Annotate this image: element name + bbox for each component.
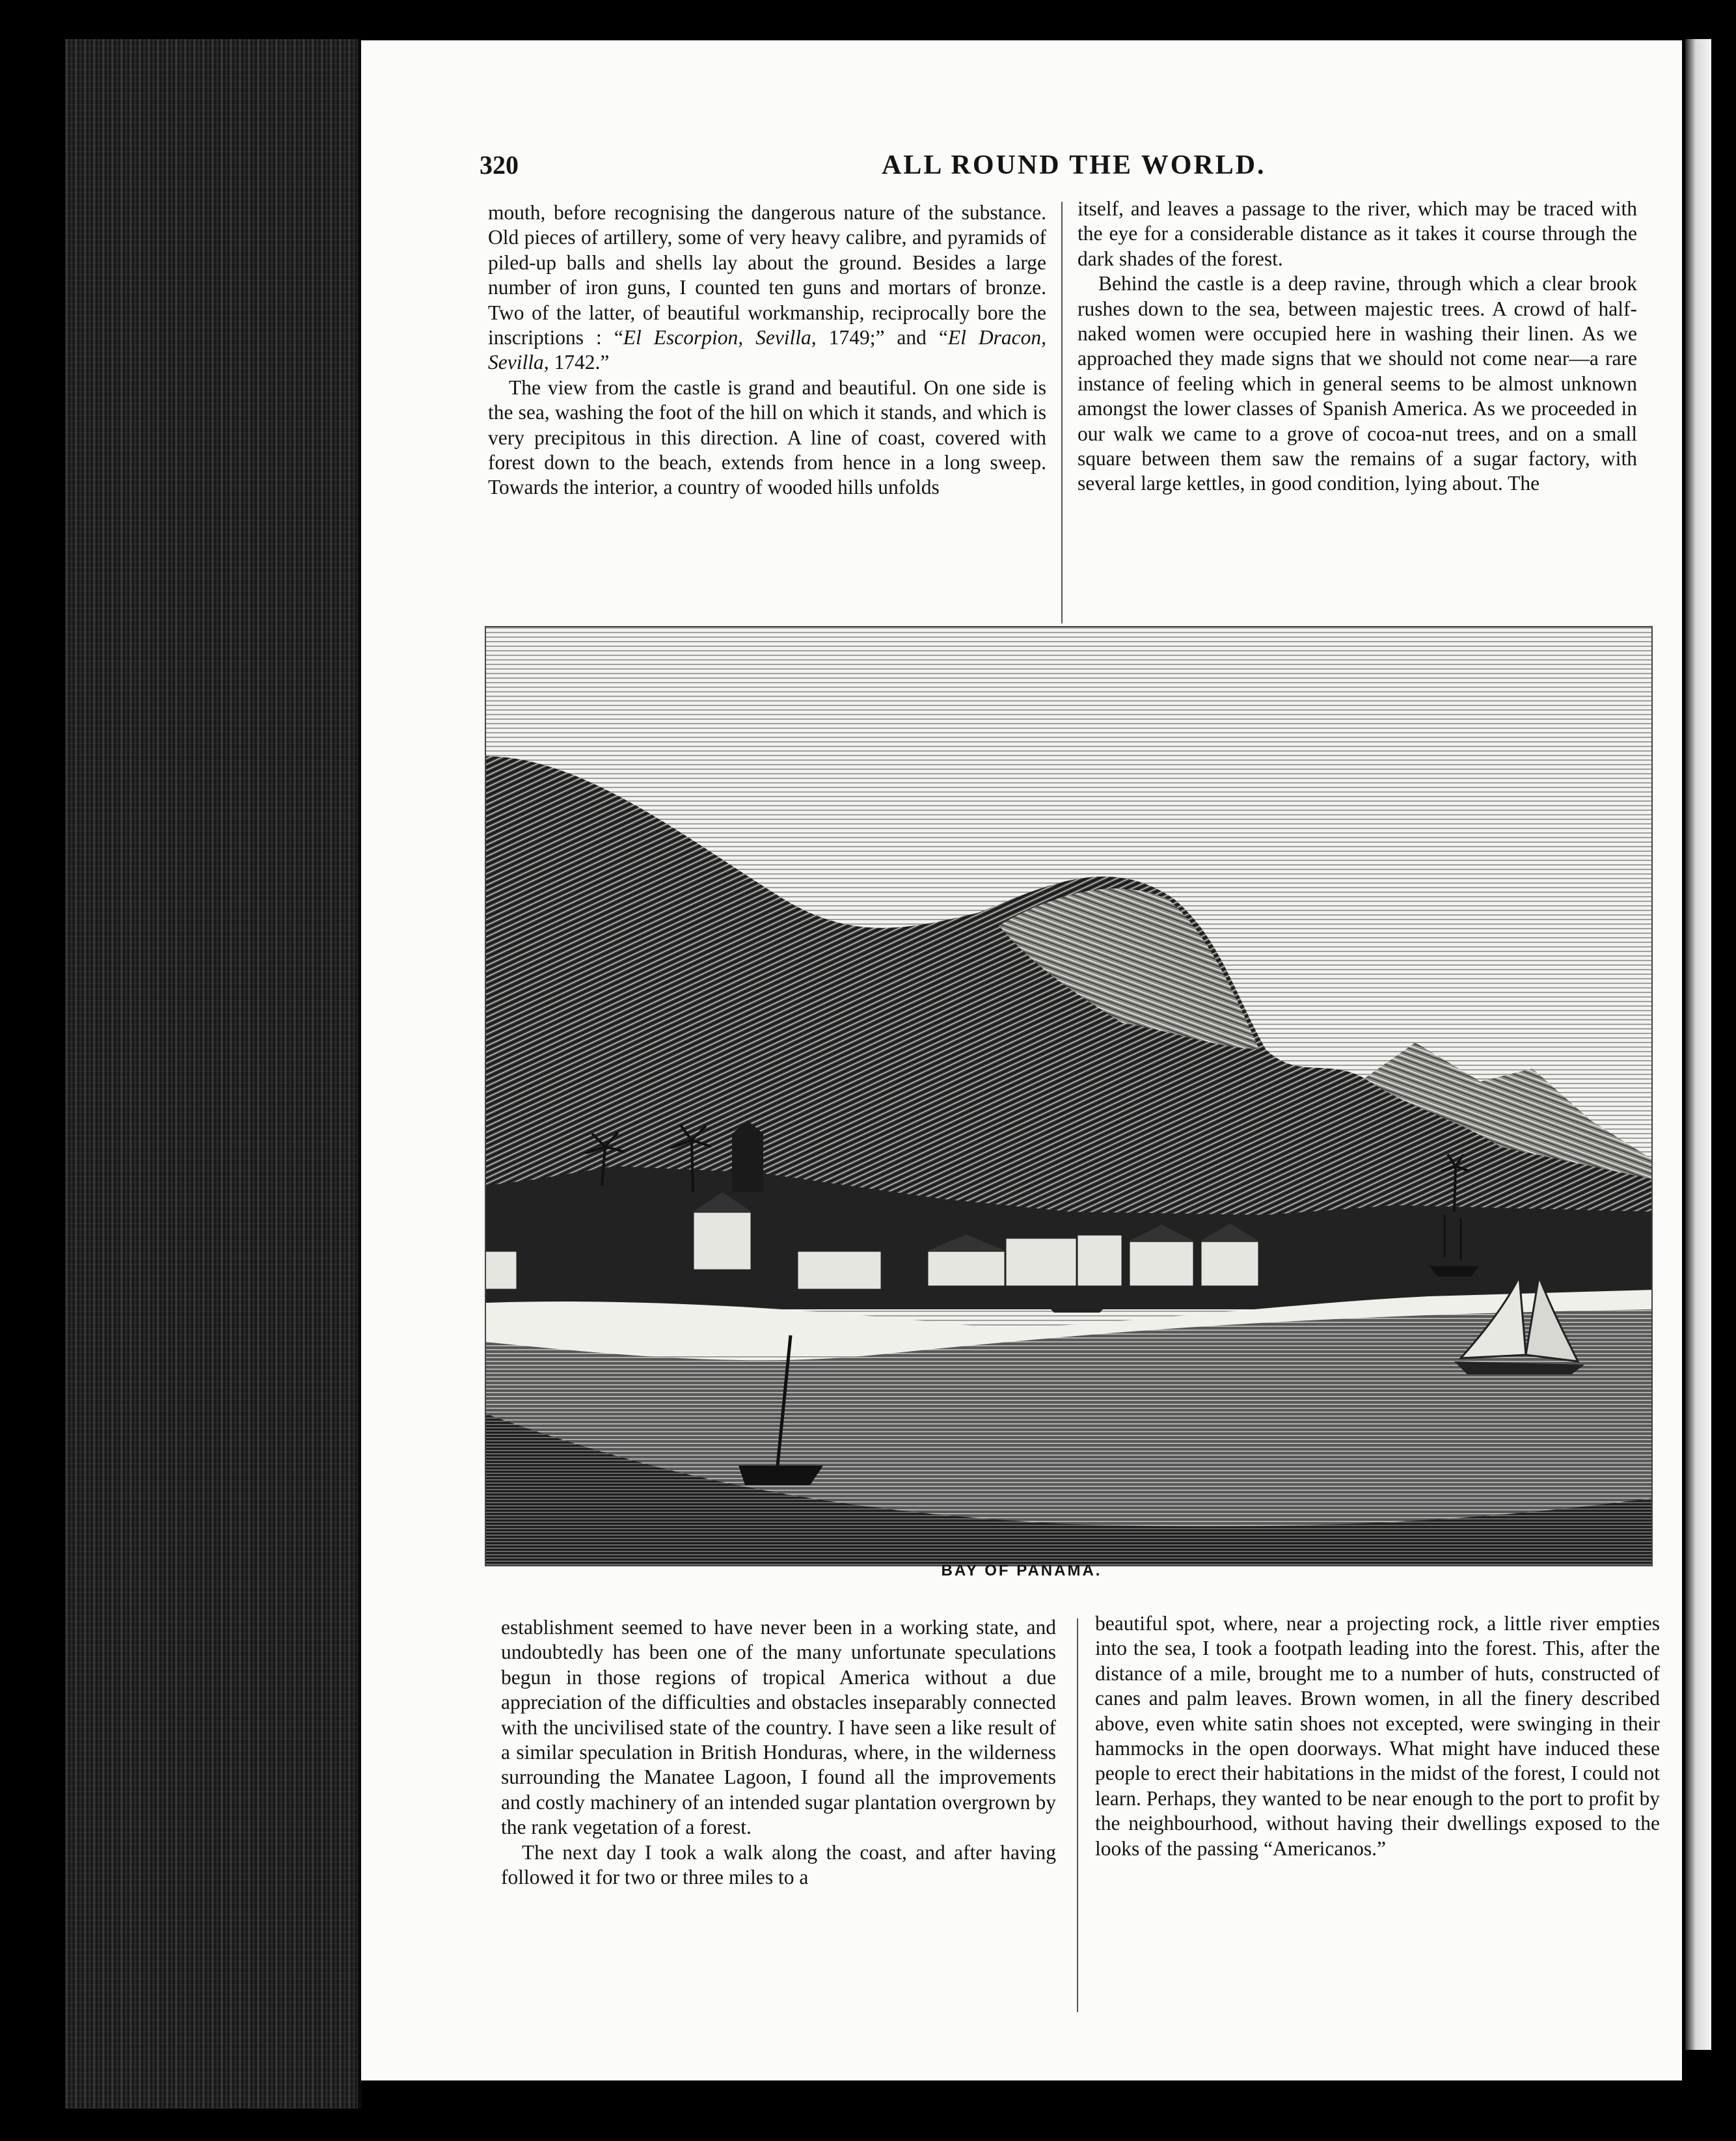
figure-caption: BAY OF PANAMA. bbox=[941, 1562, 1102, 1579]
paragraph: mouth, before recognising the dangerous nature of the substance. Old pieces of artillery, some of very heavy calibre, and pyramids of piled-up balls and shells lay about the ground. Besides a large number of iron guns, I counted ten guns and mortars of bronze. Two of the latter, of beautiful workmanship, reciprocally bore the inscriptions : “El Escorpion, Sevilla, 1749;” and “El Dracon, Sevilla, 1742.” bbox=[488, 201, 1046, 374]
book-page bbox=[361, 40, 1682, 2080]
bottom-left-column bbox=[501, 1615, 1056, 1890]
running-head bbox=[361, 150, 1682, 189]
top-left-column bbox=[488, 200, 1046, 500]
column-rule bbox=[1061, 202, 1063, 623]
engraving-bay-of-panama bbox=[485, 626, 1653, 1566]
top-right-column bbox=[1078, 197, 1637, 497]
running-title: ALL ROUND THE WORLD. bbox=[882, 150, 1266, 180]
bottom-right-column bbox=[1095, 1611, 1660, 1861]
page-number: 320 bbox=[480, 150, 519, 180]
column-rule bbox=[1077, 1618, 1078, 2012]
paragraph: itself, and leaves a passage to the river, which may be traced with the eye for a considerable distance as it takes it course through the dark shades of the forest. bbox=[1078, 197, 1637, 270]
paragraph: Behind the castle is a deep ravine, through which a clear brook rushes down to the sea, between majestic trees. A crowd of half-naked women were occupied here in washing their linen. As we approached they made signs that we should not come near—a rare instance of feeling which in general seems to be almost unknown amongst the lower classes of Spanish America. As we proceeded in our walk we came to a grove of cocoa-nut trees, and on a small square between them saw the remains of a sugar factory, with several large kettles, in good condition, lying about. The bbox=[1078, 272, 1637, 495]
next-page-edge bbox=[1685, 39, 1711, 2050]
book-spine-edge bbox=[65, 39, 362, 2108]
paragraph: The view from the castle is grand and beautiful. On one side is the sea, washing the foot of the hill on which it stands, and which is very precipitous in this direction. A line of coast, covered with forest down to the beach, extends from hence in a long sweep. Towards the interior, a country of wooded hills unfolds bbox=[488, 375, 1046, 499]
paragraph: establishment seemed to have never been in a working state, and undoubtedly has been one of the many unfortunate speculations begun in those regions of tropical America without a due appreciation of the difficulties and obstacles inseparably connected with the uncivilised state of the country. I have seen a like result of a similar speculation in British Honduras, where, in the wilderness surrounding the Manatee Lagoon, I found all the improvements and costly machinery of an intended sugar plantation overgrown by the rank vegetation of a forest. bbox=[501, 1616, 1056, 1839]
paragraph: The next day I took a walk along the coast, and after having followed it for two or three miles to a bbox=[501, 1840, 1056, 1889]
paragraph: beautiful spot, where, near a projecting rock, a little river empties into the sea, I took a footpath leading into the forest. This, after the distance of a mile, brought me to a number of huts, constructed of canes and palm leaves. Brown women, in all the finery described above, even white satin shoes not excepted, were swinging in their hammocks in the open doorways. What might have induced these people to erect their habitations in the midst of the forest, I could not learn. Perhaps, they wanted to be near enough to the port to profit by the neighbourhood, without having their dwellings exposed to the looks of the passing “Americanos.” bbox=[1095, 1612, 1660, 1860]
